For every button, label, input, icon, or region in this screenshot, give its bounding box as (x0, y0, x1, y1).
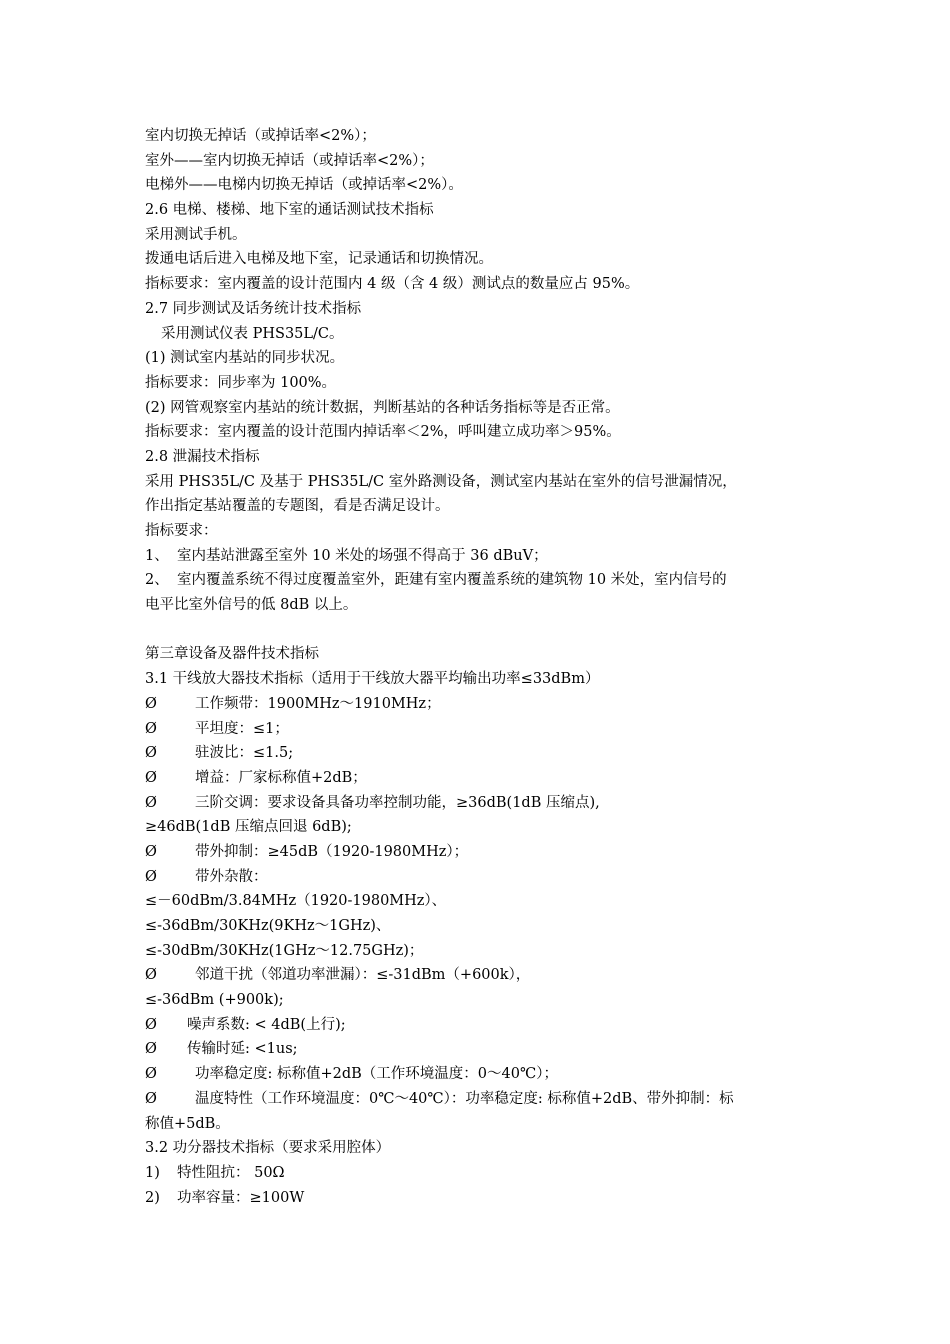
bullet-icon: Ø (145, 794, 157, 811)
bullet-item (145, 791, 810, 816)
bullet-icon: Ø (145, 1090, 157, 1107)
text-line: ≤-36dBm/30KHz(9KHz～1GHz)、 (145, 918, 391, 934)
text-line: ≥46dB(1dB 压缩点回退 6dB); (145, 819, 352, 836)
bullet-icon: Ø (145, 720, 157, 737)
section-heading-2-6: 2.6 电梯、楼梯、地下室的通话测试技术指标 (145, 202, 434, 219)
blank-line (145, 618, 810, 643)
chapter-heading: 第三章设备及器件技术指标 (145, 646, 319, 663)
text-line: 拨通电话后进入电梯及地下室，记录通话和切换情况。 (145, 251, 493, 268)
bullet-item (145, 692, 810, 717)
numbered-item (145, 1161, 810, 1186)
bullet-item (145, 717, 810, 742)
bullet-item (145, 741, 810, 766)
numbered-item (145, 1186, 810, 1211)
text-line: ≤-30dBm/30KHz(1GHz～12.75GHz)； (145, 942, 424, 959)
item-number: 2、 (145, 572, 169, 589)
bullet-icon: Ø (145, 967, 157, 984)
item-number: 1) (145, 1164, 160, 1181)
item-text: 特性阻抗： 50Ω (177, 1164, 285, 1181)
bullet-icon: Ø (145, 1041, 157, 1058)
bullet-text: 工作频带：1900MHz～1910MHz； (195, 695, 441, 712)
text-line: 指标要求： (145, 523, 218, 539)
text-line: 采用 PHS35L/C 及基于 PHS35L/C 室外路测设备，测试室内基站在室外的信号泄漏情况， (145, 473, 737, 490)
bullet-item (145, 963, 810, 988)
text-line: 作出指定基站覆盖的专题图，看是否满足设计。 (145, 498, 450, 515)
bullet-item (145, 1037, 810, 1062)
bullet-text: 平坦度：≤1； (195, 720, 289, 737)
item-text: 功率容量：≥100W (177, 1189, 305, 1206)
bullet-text: 邻道干扰（邻道功率泄漏）：≤-31dBm（+600k）， (195, 967, 531, 984)
text-line: 采用测试仪表 PHS35L/C。 (161, 325, 344, 342)
bullet-text: 三阶交调：要求设备具备功率控制功能，≥36dB(1dB 压缩点), (195, 794, 600, 811)
text-line: 指标要求：同步率为 100%。 (145, 374, 337, 391)
text-line: (2) 网管观察室内基站的统计数据，判断基站的各种话务指标等是否正常。 (145, 399, 620, 416)
numbered-item (145, 544, 810, 569)
item-text: 室内基站泄露至室外 10 米处的场强不得高于 36 dBuV； (177, 547, 548, 564)
text-line: 指标要求：室内覆盖的设计范围内 4 级（含 4 级）测试点的数量应占 95%。 (145, 276, 640, 293)
bullet-text: 带外杂散： (195, 868, 268, 885)
bullet-text: 传输时延: <1us; (187, 1041, 298, 1058)
item-number: 1、 (145, 547, 169, 564)
section-heading-3-2: 3.2 功分器技术指标（要求采用腔体） (145, 1140, 391, 1157)
section-heading-2-8: 2.8 泄漏技术指标 (145, 448, 260, 465)
bullet-item (145, 1087, 810, 1112)
section-heading-3-1: 3.1 干线放大器技术指标（适用于干线放大器平均输出功率≤33dBm） (145, 671, 600, 688)
bullet-text: 驻波比：≤1.5; (195, 745, 294, 762)
bullet-icon: Ø (145, 843, 157, 860)
text-line: ≤－60dBm/3.84MHz（1920-1980MHz）、 (145, 893, 447, 910)
bullet-icon: Ø (145, 745, 157, 762)
bullet-icon: Ø (145, 1066, 157, 1083)
bullet-item (145, 865, 810, 890)
bullet-text: 噪声系数: < 4dB(上行); (187, 1016, 346, 1033)
text-line: 电梯外——电梯内切换无掉话（或掉话率<2%）。 (145, 177, 463, 194)
text-line: 指标要求：室内覆盖的设计范围内掉话率＜2%，呼叫建立成功率＞95%。 (145, 424, 621, 441)
text-line: 室外——室内切换无掉话（或掉话率<2%）； (145, 152, 434, 169)
bullet-icon: Ø (145, 868, 157, 885)
bullet-item (145, 766, 810, 791)
text-line: ≤-36dBm (+900k); (145, 992, 284, 1009)
text-line: 称值+5dB。 (145, 1115, 230, 1132)
text-line: (1) 测试室内基站的同步状况。 (145, 350, 345, 367)
bullet-icon: Ø (145, 1016, 157, 1033)
bullet-text: 增益：厂家标称值+2dB； (195, 769, 367, 786)
bullet-item (145, 1062, 810, 1087)
document-body (145, 124, 810, 1210)
bullet-item (145, 840, 810, 865)
bullet-text: 功率稳定度: 标称值+2dB（工作环境温度：0～40℃）； (195, 1066, 558, 1083)
text-line: 室内切换无掉话（或掉话率<2%）； (145, 128, 376, 144)
bullet-icon: Ø (145, 695, 157, 712)
bullet-text: 带外抑制：≥45dB（1920-1980MHz）； (195, 843, 469, 860)
item-text: 室内覆盖系统不得过度覆盖室外，距建有室内覆盖系统的建筑物 10 米处，室内信号的 (177, 572, 727, 589)
section-heading-2-7: 2.7 同步测试及话务统计技术指标 (145, 300, 362, 317)
item-number: 2) (145, 1189, 160, 1206)
text-line: 采用测试手机。 (145, 226, 247, 243)
bullet-icon: Ø (145, 769, 157, 786)
bullet-item (145, 1013, 810, 1038)
bullet-text: 温度特性（工作环境温度：0℃～40℃）：功率稳定度: 标称值+2dB、带外抑制：标 (195, 1090, 734, 1107)
text-line: 电平比室外信号的低 8dB 以上。 (145, 597, 358, 614)
numbered-item (145, 568, 810, 593)
